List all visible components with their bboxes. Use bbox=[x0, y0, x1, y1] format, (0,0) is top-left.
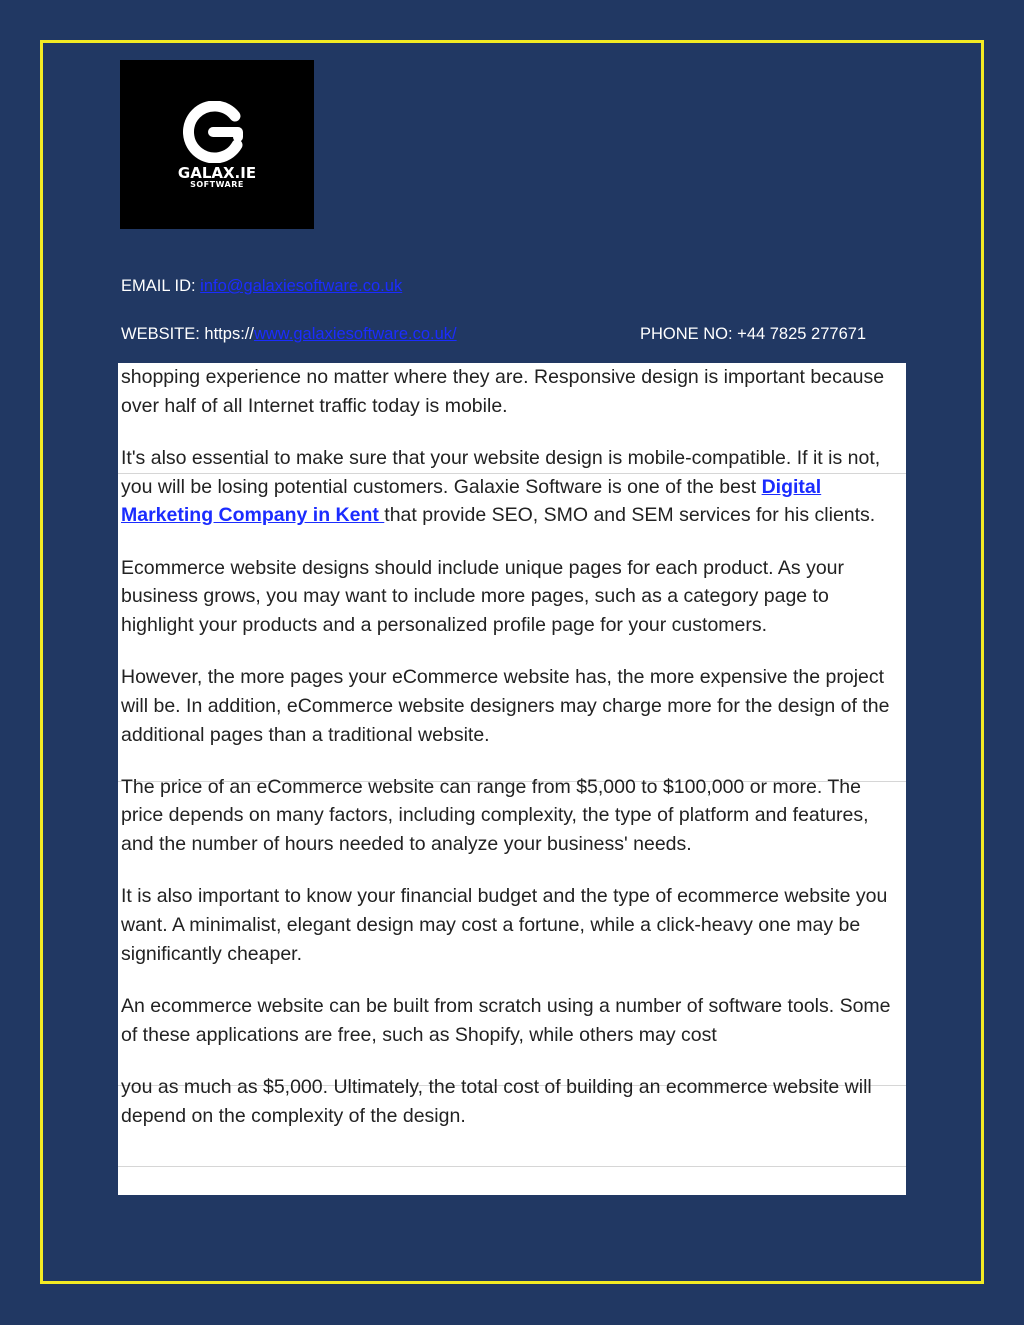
paragraph-text: It's also essential to make sure that your website design is mobile-compatible. If it is not, you will be losing potential customers. Galaxie Software is one of the best bbox=[121, 446, 881, 498]
email-link[interactable]: info@galaxiesoftware.co.uk bbox=[200, 277, 403, 295]
divider bbox=[118, 1166, 906, 1167]
paragraph: An ecommerce website can be built from scratch using a number of software tools. Some of these applications are free, such as Shopify, while others may cost bbox=[121, 994, 891, 1046]
digital-marketing-link[interactable]: Digital Marketing Company in Kent bbox=[121, 475, 822, 527]
logo-name: GALAX.IE bbox=[177, 164, 257, 182]
website-line bbox=[121, 324, 457, 344]
company-logo bbox=[120, 60, 314, 229]
email-label: EMAIL ID: bbox=[121, 277, 196, 295]
paragraph: The price of an eCommerce website can range from $5,000 to $100,000 or more. The price depends on many factors, including complexity, the type of platform and features, and the number of hours needed to analyze your business' needs. bbox=[121, 775, 869, 856]
website-link[interactable]: www.galaxiesoftware.co.uk/ bbox=[253, 325, 457, 343]
paragraph: you as much as $5,000. Ultimately, the total cost of building an ecommerce website will depend on the complexity of the design. bbox=[121, 1075, 872, 1127]
phone-number: PHONE NO: +44 7825 277671 bbox=[640, 325, 867, 343]
paragraph: It is also important to know your financial budget and the type of ecommerce website you want. A minimalist, elegant design may cost a fortune, while a click-heavy one may be significantly cheaper. bbox=[121, 885, 888, 965]
email-line bbox=[121, 276, 402, 296]
article-text bbox=[121, 363, 901, 1154]
paragraph bbox=[121, 444, 901, 530]
article-content bbox=[118, 363, 906, 1195]
paragraph-text: that provide SEO, SMO and SEM services for his clients. bbox=[384, 504, 876, 527]
website-label: WEBSITE: https:// bbox=[121, 325, 254, 343]
paragraph: shopping experience no matter where they are. Responsive design is important because over half of all Internet traffic today is mobile. bbox=[121, 366, 885, 417]
paragraph: Ecommerce website designs should include unique pages for each product. As your business grows, you may want to include more pages, such as a category page to highlight your products and a personalized profile page for your customers. bbox=[121, 556, 845, 636]
g-logo-icon bbox=[178, 101, 256, 163]
paragraph: However, the more pages your eCommerce website has, the more expensive the project will be. In addition, eCommerce website designers may charge more for the design of the additional pages than a traditional website. bbox=[121, 666, 890, 746]
logo-tagline: SOFTWARE bbox=[190, 180, 244, 189]
